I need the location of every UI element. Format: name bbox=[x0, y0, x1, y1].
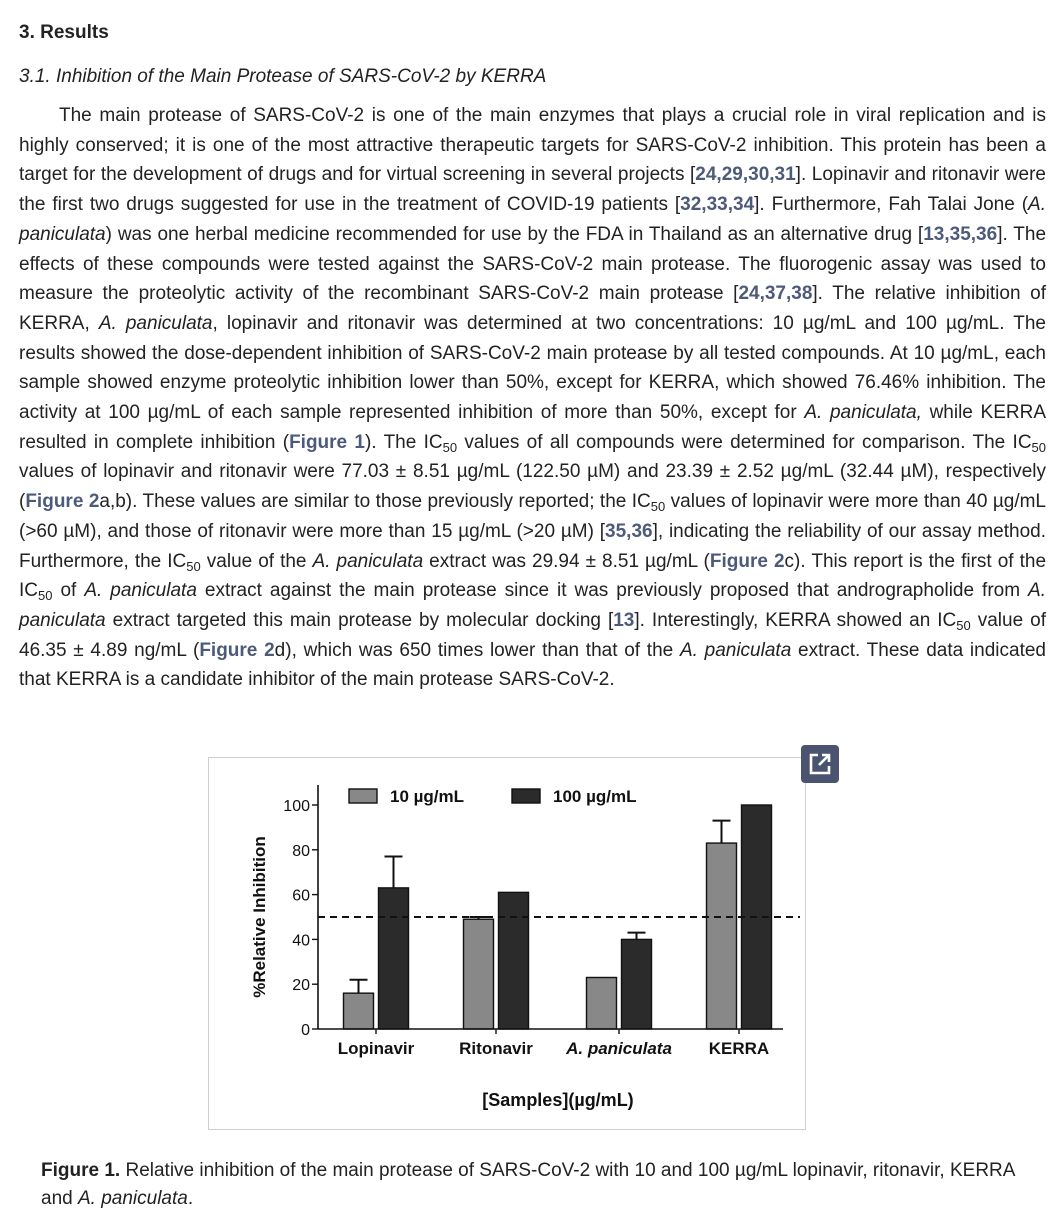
x-tick-label: KERRA bbox=[708, 1039, 770, 1058]
external-expand-icon bbox=[808, 752, 832, 776]
text-run: extract was 29.94 ± 8.51 µg/mL ( bbox=[423, 550, 710, 572]
subscript: 50 bbox=[38, 588, 53, 604]
species-name: A. paniculata bbox=[19, 580, 1046, 631]
bar-lopinavir-100 bbox=[379, 888, 409, 1029]
bar-chart bbox=[208, 757, 806, 1130]
text-run: The main protease of SARS-CoV-2 is one of the main enzymes that plays a crucial role in viral replication and is highly conserved; it is one of the most attractive therapeutic targets for SARS-CoV-2 inhibition. This protein has been a target for the development of drugs and for virtual screening in several projects [ bbox=[19, 105, 1046, 186]
y-tick-label: 60 bbox=[292, 887, 310, 905]
species-name: A. paniculata bbox=[679, 639, 792, 661]
y-tick-label: 20 bbox=[292, 977, 310, 995]
bar-ritonavir-10 bbox=[464, 919, 494, 1029]
text-run: of bbox=[52, 580, 85, 602]
figure-caption bbox=[41, 1157, 1016, 1213]
species-name: A. paniculata bbox=[98, 312, 213, 334]
x-tick-label: A. paniculata bbox=[566, 1039, 672, 1058]
section-title: 3. Results bbox=[19, 22, 109, 43]
citation-link[interactable]: 13 bbox=[613, 609, 635, 631]
legend-swatch bbox=[512, 789, 540, 803]
species-name: A. paniculata bbox=[312, 550, 424, 572]
subscript: 50 bbox=[442, 439, 458, 455]
subscript: 50 bbox=[186, 558, 201, 574]
citation-link[interactable]: 24,29,30,31 bbox=[695, 164, 796, 186]
text-run: values of lopinavir and ritonavir were 77.03 ± 8.51 µg/mL (122.50 µM) and 23.39 ± 2.52 µg/mL (32.44 µM), respectively ( bbox=[19, 461, 1046, 513]
text-run: ]. Lopinavir and ritonavir were the first two drugs suggested for use in the treatment of COVID-19 patients [ bbox=[19, 164, 1046, 216]
y-tick-label: 100 bbox=[283, 798, 310, 815]
subscript: 50 bbox=[956, 617, 971, 633]
text-run: extract targeted this main protease by molecular docking [ bbox=[105, 609, 614, 631]
bar-a-paniculata-10 bbox=[587, 977, 617, 1029]
caption-species: A. paniculata bbox=[77, 1188, 188, 1209]
subsection-title: 3.1. Inhibition of the Main Protease of SARS-CoV-2 by KERRA bbox=[19, 66, 547, 87]
text-run: ]. The effects of these compounds were tested against the SARS-CoV-2 main protease. The fluorogenic assay was used to measure the proteolytic activity of the recombinant SARS-CoV-2 main protease [ bbox=[19, 223, 1047, 305]
text-run: extract against the main protease since it was previously proposed that andrographolide from bbox=[196, 580, 1029, 602]
y-tick-label: 40 bbox=[292, 932, 310, 950]
figure-link[interactable]: Figure 2 bbox=[25, 491, 100, 513]
citation-link[interactable]: 35,36 bbox=[605, 520, 653, 542]
text-run: ], indicating the reliability of our assay method. Furthermore, the IC bbox=[19, 520, 1046, 572]
caption-end: . bbox=[187, 1188, 194, 1209]
legend-label: 100 µg/mL bbox=[553, 787, 637, 806]
y-tick-label: 80 bbox=[292, 842, 310, 860]
text-run: c). This report is the first of the IC bbox=[19, 550, 1047, 602]
figure-link[interactable]: Figure 2 bbox=[709, 550, 785, 572]
x-axis-label: [Samples](µg/mL) bbox=[482, 1090, 634, 1110]
figure-link[interactable]: Figure 2 bbox=[199, 639, 275, 661]
legend-label: 10 µg/mL bbox=[390, 787, 465, 806]
text-run: while KERRA resulted in complete inhibition ( bbox=[19, 402, 1046, 453]
citation-link[interactable]: 32,33,34 bbox=[680, 194, 755, 216]
x-tick-label: Lopinavir bbox=[337, 1039, 415, 1058]
text-run: values of lopinavir were more than 40 µg/mL (>60 µM), and those of ritonavir were more than 15 µg/mL (>20 µM) [ bbox=[19, 491, 1047, 542]
text-run: value of the bbox=[200, 550, 313, 572]
citation-link[interactable]: 24,37,38 bbox=[738, 283, 813, 305]
expand-figure-button[interactable] bbox=[801, 745, 839, 783]
bar-ritonavir-100 bbox=[499, 892, 529, 1029]
x-tick-label: Ritonavir bbox=[459, 1039, 533, 1058]
text-run: a,b). These values are similar to those previously reported; the IC bbox=[99, 491, 651, 513]
figure-link[interactable]: Figure 1 bbox=[289, 431, 365, 453]
subscript: 50 bbox=[650, 499, 666, 515]
y-axis-label: %Relative Inhibition bbox=[250, 836, 269, 998]
bar-kerra-10 bbox=[707, 843, 737, 1029]
text-run: ]. Interestingly, KERRA showed an IC bbox=[634, 609, 957, 631]
legend-swatch bbox=[349, 789, 377, 803]
text-run: d), which was 650 times lower than that of the bbox=[274, 639, 680, 661]
bar-a-paniculata-100 bbox=[622, 939, 652, 1029]
text-run: values of all compounds were determined for comparison. The IC bbox=[457, 431, 1032, 453]
caption-label: Figure 1. bbox=[41, 1160, 121, 1181]
text-run: ) was one herbal medicine recommended for use by the FDA in Thailand as an alternative drug [ bbox=[105, 223, 924, 245]
citation-link[interactable]: 13,35,36 bbox=[923, 223, 998, 245]
subscript: 50 bbox=[1031, 439, 1047, 455]
y-tick-label: 0 bbox=[301, 1022, 310, 1039]
species-name: A. paniculata bbox=[19, 194, 1046, 245]
text-run: value of 46.35 ± 4.89 ng/mL ( bbox=[19, 609, 1046, 661]
text-run: ]. The relative inhibition of KERRA, bbox=[19, 283, 1046, 334]
text-run: ). The IC bbox=[365, 431, 443, 453]
species-name: A. paniculata bbox=[84, 580, 197, 602]
bar-lopinavir-10 bbox=[344, 993, 374, 1029]
text-run: extract. These data indicated that KERRA is a candidate inhibitor of the main protease SARS-CoV-2. bbox=[19, 639, 1046, 691]
species-name: A. paniculata, bbox=[804, 402, 922, 424]
text-run: ]. Furthermore, Fah Talai Jone ( bbox=[754, 194, 1029, 216]
results-paragraph bbox=[19, 101, 1046, 695]
text-run: , lopinavir and ritonavir was determined at two concentrations: 10 µg/mL and 100 µg/mL. The results showed the dose-dependent inhibition of SARS-CoV-2 main protease by all tested compounds. At 10 µg/mL, each sample showed enzyme proteolytic inhibition lower than 50%, except for KERRA, which showed 76.46% inhibition. The activity at 100 µg/mL of each sample represented inhibition of more than 50%, except for bbox=[19, 312, 1046, 424]
caption-text: Relative inhibition of the main protease of SARS-CoV-2 with 10 and 100 µg/mL lopinavir, ritonavir, KERRA and bbox=[41, 1160, 1015, 1209]
